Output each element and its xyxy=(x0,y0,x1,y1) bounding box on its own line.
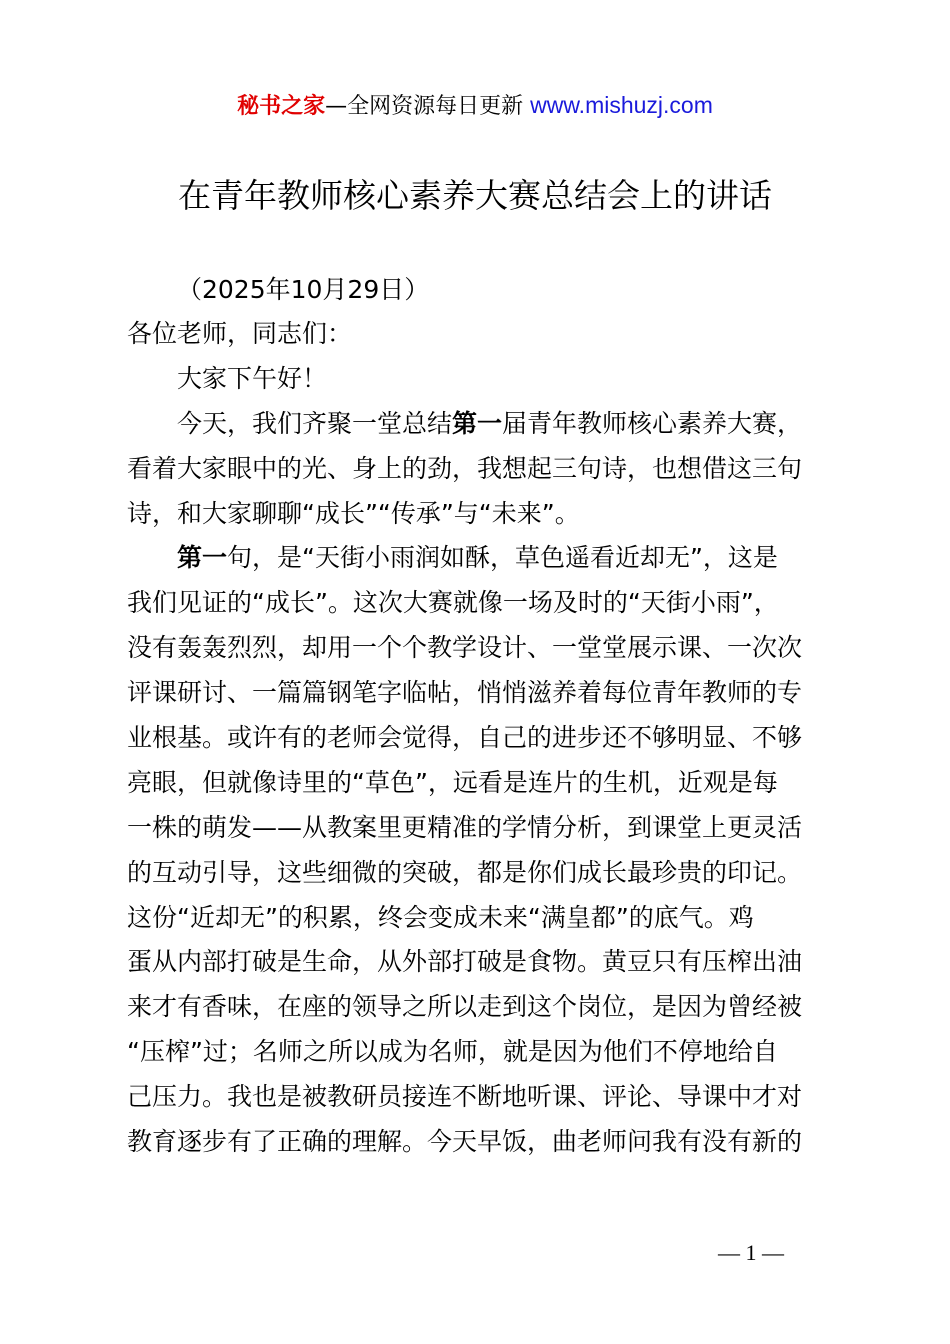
paragraph-2-line: 业根基。或许有的老师会觉得，自己的进步还不够明显、不够 xyxy=(127,723,803,753)
site-header xyxy=(0,88,950,124)
site-tagline: —全网资源每日更新 xyxy=(325,94,531,119)
paragraph-2-line: 蛋从内部打破是生命，从外部打破是食物。黄豆只有压榨出油 xyxy=(127,947,803,977)
paragraph-2-line: 一株的萌发——从教案里更精准的学情分析，到课堂上更灵活 xyxy=(127,812,803,842)
paragraph-2-line: “压榨”过；名师之所以成为名师，就是因为他们不停地给自 xyxy=(127,1037,778,1067)
greeting: 大家下午好！ xyxy=(177,363,328,393)
paragraph-1-line-1: 今天，我们齐聚一堂总结第一届青年教师核心素养大赛， xyxy=(177,408,803,438)
paragraph-2-line: 这份“近却无”的积累，终会变成未来“满皇都”的底气。鸡 xyxy=(127,902,754,932)
paragraph-2-line: 教育逐步有了正确的理解。今天早饭，曲老师问我有没有新的 xyxy=(127,1127,803,1157)
emphasis-text: 第一 xyxy=(452,408,503,438)
document-body xyxy=(127,312,833,1165)
page-number: — 1 — xyxy=(718,1240,784,1265)
paragraph-2-line: 亮眼，但就像诗里的“草色”，远看是连片的生机，近观是每 xyxy=(127,767,778,797)
paragraph-2-line: 的互动引导，这些细微的突破，都是你们成长最珍贵的印记。 xyxy=(127,857,803,887)
speech-date: （2025年10月29日） xyxy=(177,275,430,304)
salutation: 各位老师，同志们： xyxy=(127,319,353,348)
site-url-link[interactable]: www.mishuzj.com xyxy=(530,92,713,118)
emphasis-text: 第一 xyxy=(177,543,228,573)
paragraph-2-line: 我们见证的“成长”。这次大赛就像一场及时的“天街小雨”， xyxy=(127,588,779,618)
site-brand: 秘书之家 xyxy=(237,94,326,119)
paragraph-1-line-2: 看着大家眼中的光、身上的劲，我想起三句诗，也想借这三句 xyxy=(127,453,803,483)
document-title: 在青年教师核心素养大赛总结会上的讲话 xyxy=(178,176,772,215)
paragraph-2-line-1: 第一句，是“天街小雨润如酥，草色遥看近却无”，这是 xyxy=(177,543,778,573)
paragraph-1-line-3: 诗，和大家聊聊“成长”“传承”与“未来”。 xyxy=(127,498,580,528)
paragraph-2-line: 评课研讨、一篇篇钢笔字临帖，悄悄滋养着每位青年教师的专 xyxy=(127,678,803,708)
paragraph-2-line: 来才有香味，在座的领导之所以走到这个岗位，是因为曾经被 xyxy=(127,992,803,1022)
paragraph-2-line: 己压力。我也是被教研员接连不断地听课、评论、导课中才对 xyxy=(127,1082,803,1112)
paragraph-2-line: 没有轰轰烈烈，却用一个个教学设计、一堂堂展示课、一次次 xyxy=(127,633,803,663)
